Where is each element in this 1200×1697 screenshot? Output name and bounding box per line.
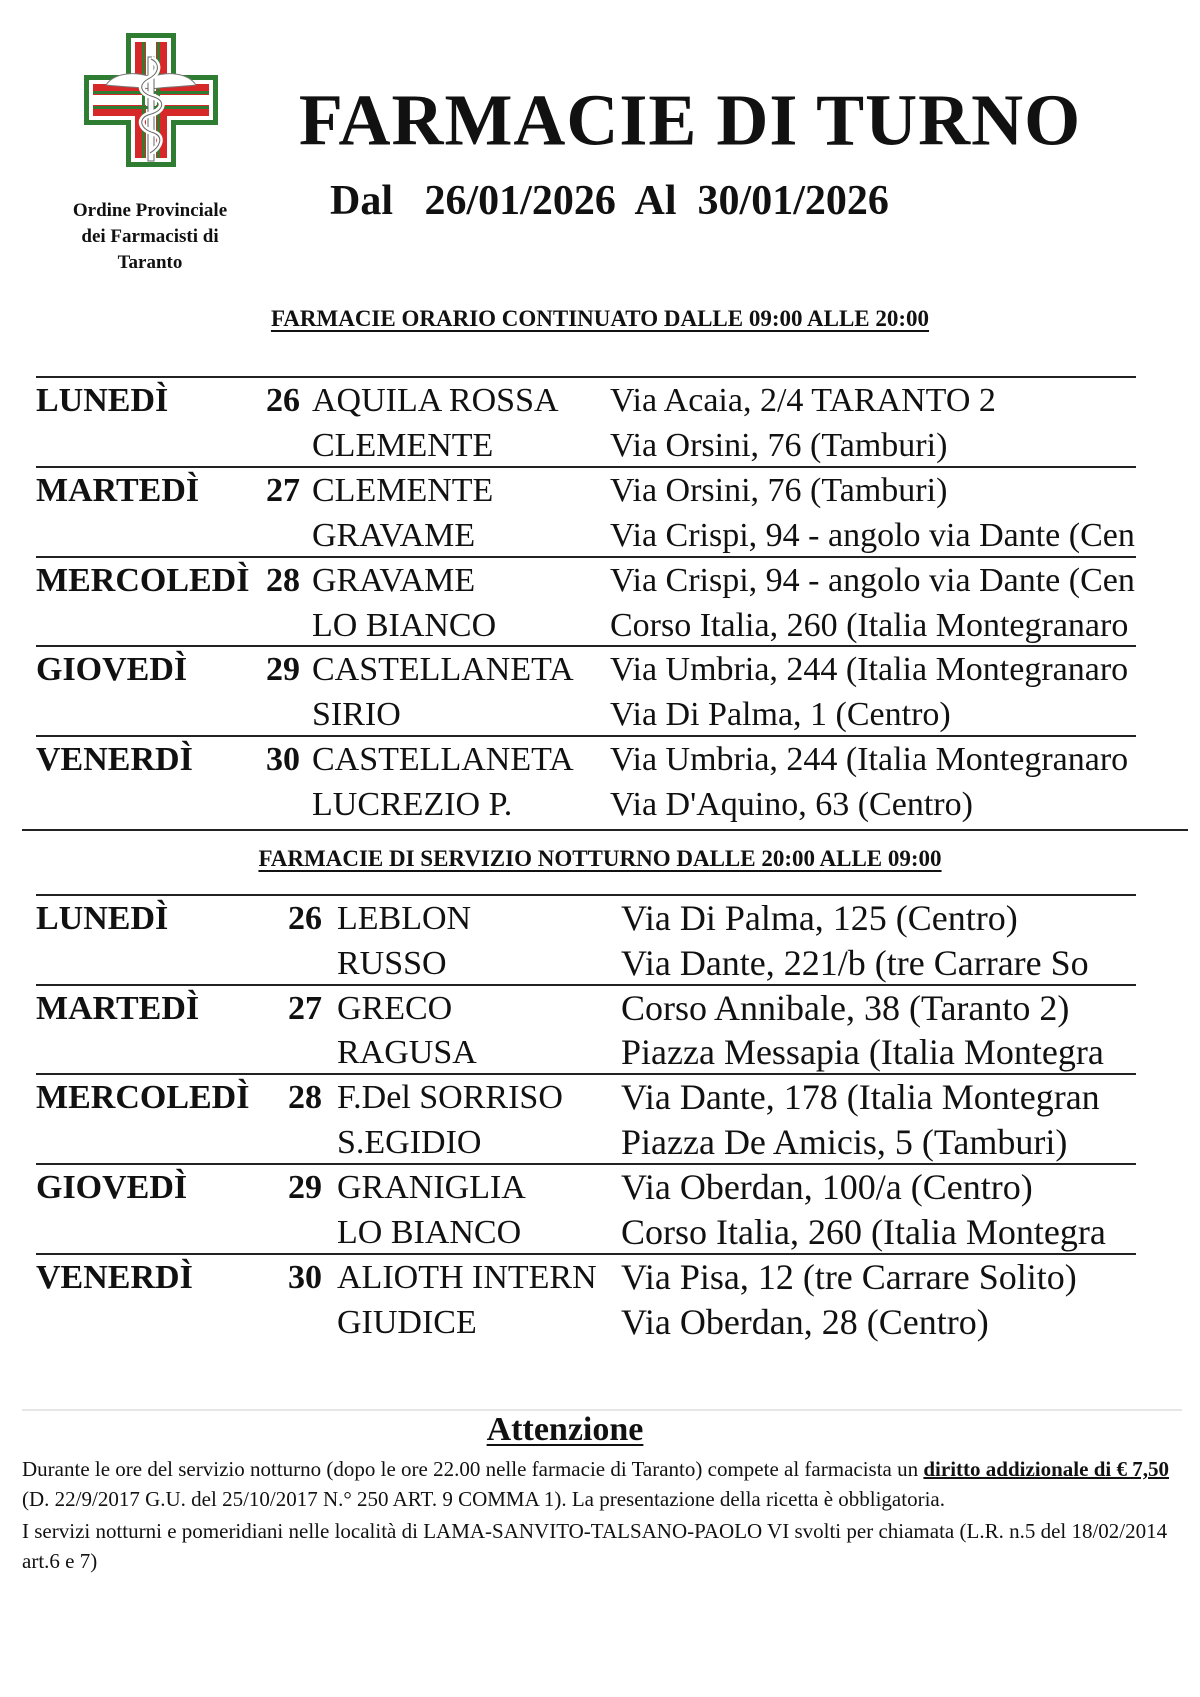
pharmacy-address: Via Oberdan, 28 (Centro) [621,1302,989,1342]
table-row [0,603,1200,648]
pharmacy-address: Via Dante, 178 (Italia Montegran [621,1077,1100,1117]
day-label: LUNEDÌ [36,900,169,937]
table-row [0,468,1200,513]
table-row [0,1120,1200,1165]
pharmacy-address: Via Pisa, 12 (tre Carrare Solito) [621,1257,1077,1297]
notice-text: Durante le ore del servizio notturno (dopo le ore 22.00 nelle farmacie di Taranto) compete al farmacista un [22,1457,924,1481]
page-title: FARMACIE DI TURNO [298,79,1082,161]
table-bottom-border [22,829,1188,831]
day-number: 29 [266,651,300,688]
pharmacy-name: CASTELLANETA [312,741,574,778]
pharmacy-address: Via Orsini, 76 (Tamburi) [610,472,948,509]
table-row [0,647,1200,692]
pharmacy-address: Via Di Palma, 125 (Centro) [621,898,1018,938]
table-row [0,1255,1200,1300]
pharmacy-address: Via Umbria, 244 (Italia Montegranaro [610,651,1129,688]
day-number: 26 [266,382,300,419]
pharmacy-name: GRECO [337,990,453,1027]
pharmacy-name: RUSSO [337,945,447,982]
table-row [0,1300,1200,1345]
notice-body [22,1454,1172,1576]
day-label: MARTEDÌ [36,472,200,509]
table-row [0,423,1200,468]
pharmacy-name: LEBLON [337,900,472,937]
date-from-label: Dal [330,178,393,224]
night-service-title: FARMACIE DI SERVIZIO NOTTURNO DALLE 20:00 ALLE 09:00 [258,846,942,871]
pharmacy-address: Via Dante, 221/b (tre Carrare So [621,943,1089,983]
table-row [0,941,1200,986]
day-number: 26 [288,900,322,937]
pharmacy-name: RAGUSA [337,1034,477,1071]
day-label: GIOVEDÌ [36,1169,188,1206]
table-row [0,737,1200,782]
date-to-label: Al [634,178,677,224]
day-number: 30 [266,741,300,778]
day-number: 27 [288,990,322,1027]
day-label: MARTEDÌ [36,990,200,1027]
table-row [0,782,1200,827]
day-number: 28 [288,1079,322,1116]
pharmacy-name: GRAVAME [312,562,476,599]
org-line: Taranto [117,252,183,273]
pharmacy-name: GRAVAME [312,517,476,554]
pharmacy-address: Corso Annibale, 38 (Taranto 2) [621,988,1070,1028]
table-row [0,513,1200,558]
day-number: 29 [288,1169,322,1206]
notice-paragraph: I servizi notturni e pomeridiani nelle località di LAMA-SANVITO-TALSANO-PAOLO VI svolti per chiamata (L.R. n.5 del 18/02/2014 art.6 e 7) [22,1519,1168,1573]
pharmacy-name: ALIOTH INTERN [337,1259,597,1296]
day-label: LUNEDÌ [36,382,169,419]
table-row [0,986,1200,1031]
pharmacy-cross-caduceus-icon [84,33,218,167]
pharmacy-name: S.EGIDIO [337,1124,482,1161]
day-label: MERCOLEDÌ [36,562,250,599]
pharmacy-address: Via Oberdan, 100/a (Centro) [621,1167,1033,1207]
pharmacy-name: LO BIANCO [337,1214,522,1251]
notice-title: Attenzione [486,1411,644,1448]
table-row [0,896,1200,941]
date-from: 26/01/2026 [424,178,616,224]
org-line: Ordine Provinciale [72,200,228,221]
additional-fee: diritto addizionale di € 7,50 [923,1457,1169,1481]
table-row [0,1075,1200,1120]
pharmacy-name: CLEMENTE [312,472,494,509]
pharmacy-address: Via Acaia, 2/4 TARANTO 2 [610,382,996,419]
date-to: 30/01/2026 [697,178,889,224]
pharmacy-address: Via Umbria, 244 (Italia Montegranaro [610,741,1129,778]
pharmacy-name: SIRIO [312,696,401,733]
notice-text: (D. 22/9/2017 G.U. del 25/10/2017 N.° 250 ART. 9 COMMA 1). La presentazione della ricetta è obbligatoria. [22,1487,945,1511]
date-range [330,175,1030,227]
pharmacy-name: AQUILA ROSSA [312,382,559,419]
table-row [0,1165,1200,1210]
pharmacy-name: GIUDICE [337,1304,477,1341]
pharmacy-address: Corso Italia, 260 (Italia Montegra [621,1212,1106,1252]
day-label: GIOVEDÌ [36,651,188,688]
pharmacy-address: Piazza Messapia (Italia Montegra [621,1032,1104,1072]
table-row [0,692,1200,737]
day-label: MERCOLEDÌ [36,1079,250,1116]
day-number: 28 [266,562,300,599]
pharmacy-name: CASTELLANETA [312,651,574,688]
org-line: dei Farmacisti di [81,226,219,247]
pharmacy-address: Via Crispi, 94 - angolo via Dante (Cen [610,517,1135,554]
pharmacy-address: Corso Italia, 260 (Italia Montegranaro [610,607,1129,644]
organization-name [40,198,260,276]
notice-paragraph [22,1454,1172,1514]
day-number: 27 [266,472,300,509]
pharmacy-address: Via Orsini, 76 (Tamburi) [610,427,948,464]
table-row [0,1030,1200,1075]
pharmacy-address: Via D'Aquino, 63 (Centro) [610,786,973,823]
pharmacy-name: F.Del SORRISO [337,1079,563,1116]
pharmacy-address: Via Crispi, 94 - angolo via Dante (Cen [610,562,1135,599]
day-label: VENERDÌ [36,1259,193,1296]
pharmacy-name: LUCREZIO P. [312,786,513,823]
pharmacy-address: Piazza De Amicis, 5 (Tamburi) [621,1122,1068,1162]
table-row [0,378,1200,423]
day-service-title: FARMACIE ORARIO CONTINUATO DALLE 09:00 ALLE 20:00 [270,306,930,331]
pharmacy-address: Via Di Palma, 1 (Centro) [610,696,951,733]
pharmacy-name: LO BIANCO [312,607,497,644]
pharmacy-name: GRANIGLIA [337,1169,526,1206]
day-label: VENERDÌ [36,741,193,778]
pharmacy-name: CLEMENTE [312,427,494,464]
table-row [0,558,1200,603]
table-row [0,1210,1200,1255]
day-number: 30 [288,1259,322,1296]
